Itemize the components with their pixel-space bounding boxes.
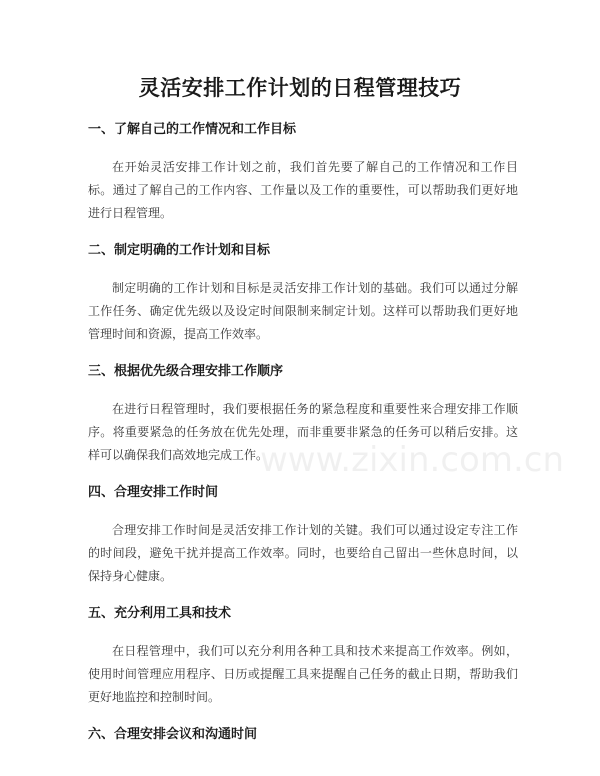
section-paragraph: 合理安排工作时间是灵活安排工作计划的关键。我们可以通过设定专注工作的时间段，避免干扰并提高工作效率。同时，也要给自己留出一些休息时间，以保持身心健康。 [88, 523, 518, 583]
section-6 [88, 725, 518, 745]
document-content [88, 120, 518, 761]
section-paragraph: 在日程管理中，我们可以充分利用各种工具和技术来提高工作效率。例如，使用时间管理应用程序、日历或提醒工具来提醒自己任务的截止日期，帮助我们更好地监控和控制时间。 [88, 644, 518, 704]
section-paragraph: 在进行日程管理时，我们要根据任务的紧急程度和重要性来合理安排工作顺序。将重要紧急的任务放在优先处理，而非重要非紧急的任务可以稍后安排。这样可以确保我们高效地完成工作。 [88, 402, 518, 462]
section-5 [88, 604, 518, 709]
section-4 [88, 483, 518, 588]
section-heading: 一、了解自己的工作情况和工作目标 [88, 122, 297, 137]
section-2 [88, 241, 518, 346]
section-paragraph: 制定明确的工作计划和目标是灵活安排工作计划的基础。我们可以通过分解工作任务、确定优先级以及设定时间限制来制定计划。这样可以帮助我们更好地管理时间和资源，提高工作效率。 [88, 281, 518, 341]
section-1 [88, 120, 518, 225]
section-heading: 三、根据优先级合理安排工作顺序 [88, 364, 284, 379]
section-heading: 六、合理安排会议和沟通时间 [88, 727, 258, 742]
section-heading: 五、充分利用工具和技术 [88, 606, 232, 621]
section-heading: 二、制定明确的工作计划和目标 [88, 243, 271, 258]
section-3 [88, 362, 518, 467]
section-paragraph: 在开始灵活安排工作计划之前，我们首先要了解自己的工作情况和工作目标。通过了解自己的工作内容、工作量以及工作的重要性，可以帮助我们更好地进行日程管理。 [88, 160, 518, 220]
section-heading: 四、合理安排工作时间 [88, 485, 219, 500]
watermark: www.zixin.com.cn [260, 440, 564, 480]
page-title: 灵活安排工作计划的日程管理技巧 [138, 76, 462, 100]
